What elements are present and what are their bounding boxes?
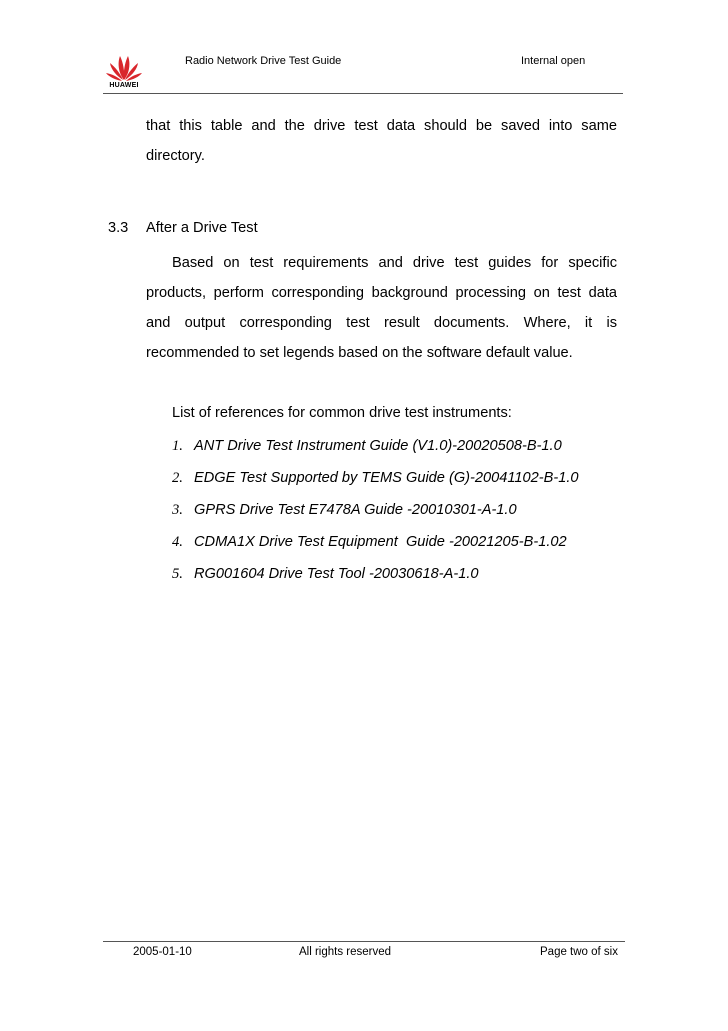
list-item	[172, 468, 579, 488]
header-rule	[103, 93, 623, 94]
list-item-text: RG001604 Drive Test Tool -20030618-A-1.0	[194, 566, 479, 582]
references-intro: List of references for common drive test instruments:	[172, 405, 512, 421]
list-item	[172, 500, 517, 520]
paragraph-line: Based on test requirements and drive test guides for specific	[172, 255, 617, 271]
list-item-number: 4.	[172, 534, 183, 550]
huawei-logo	[104, 52, 144, 92]
footer-rights: All rights reserved	[299, 946, 392, 958]
list-item-text: EDGE Test Supported by TEMS Guide (G)-20041102-B-1.0	[194, 470, 579, 486]
list-item-number: 3.	[172, 502, 183, 518]
paragraph-line: products, perform corresponding background processing on test data	[146, 285, 617, 301]
list-item-text: CDMA1X Drive Test Equipment Guide -20021205-B-1.02	[194, 534, 567, 550]
section-number: 3.3	[108, 220, 129, 236]
list-item-text: ANT Drive Test Instrument Guide (V1.0)-20020508-B-1.0	[194, 438, 562, 454]
footer-date: 2005-01-10	[133, 946, 192, 958]
list-item	[172, 564, 479, 584]
list-item-number: 2.	[172, 470, 183, 486]
logo-text: HUAWEI	[109, 82, 139, 89]
footer-rule	[103, 941, 625, 942]
continued-paragraph-line: directory.	[146, 148, 205, 164]
document-title: Radio Network Drive Test Guide	[185, 55, 342, 67]
section-title: After a Drive Test	[146, 220, 258, 236]
classification-label: Internal open	[521, 55, 586, 67]
list-item-number: 1.	[172, 438, 183, 454]
list-item	[172, 532, 567, 552]
continued-paragraph-line: that this table and the drive test data should be saved into same	[146, 118, 617, 134]
list-item-number: 5.	[172, 566, 183, 582]
list-item	[172, 436, 562, 456]
footer-page-number: Page two of six	[540, 946, 618, 958]
paragraph-line: and output corresponding test result documents. Where, it is	[146, 315, 617, 331]
paragraph-line: recommended to set legends based on the software default value.	[146, 345, 573, 361]
huawei-petals-icon	[104, 52, 144, 82]
list-item-text: GPRS Drive Test E7478A Guide -20010301-A-1.0	[194, 502, 517, 518]
